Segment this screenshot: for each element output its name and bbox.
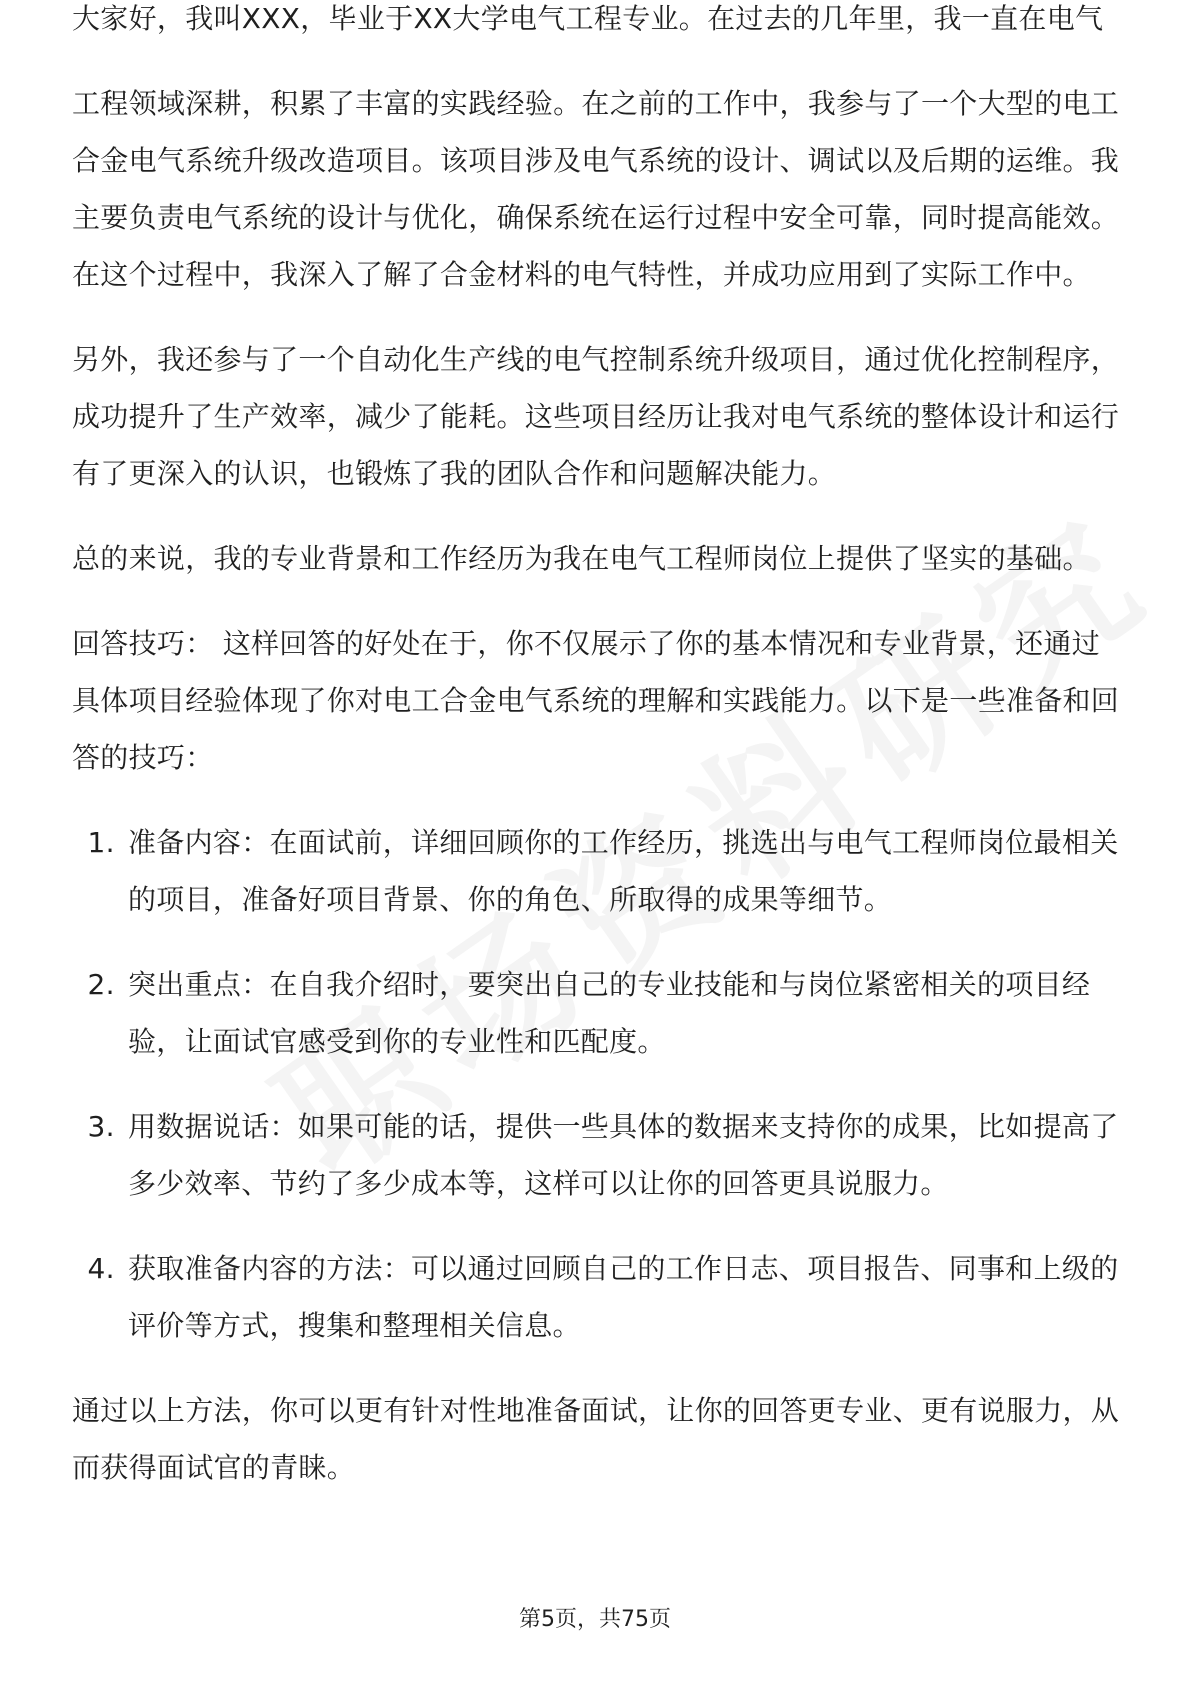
list-item: 2. 突出重点：在自我介绍时，要突出自己的专业技能和与岗位紧密相关的项目经验，让面试官感受到你的专业性和匹配度。	[124, 956, 1122, 1070]
paragraph-summary: 总的来说，我的专业背景和工作经历为我在电气工程师岗位上提供了坚实的基础。	[72, 542, 1091, 575]
list-item: 3. 用数据说话：如果可能的话，提供一些具体的数据来支持你的成果，比如提高了多少效率、节约了多少成本等，这样可以让你的回答更具说服力。	[124, 1098, 1122, 1212]
paragraph-answer-tips: 回答技巧： 这样回答的好处在于，你不仅展示了你的基本情况和专业背景，还通过具体项目经验体现了你对电工合金电气系统的理解和实践能力。以下是一些准备和回答的技巧：	[72, 627, 1120, 774]
page-content	[72, 2, 1122, 1524]
tips-list	[72, 814, 1122, 1354]
list-item: 4. 获取准备内容的方法：可以通过回顾自己的工作日志、项目报告、同事和上级的评价等方式，搜集和整理相关信息。	[124, 1240, 1122, 1354]
paragraph-closing: 通过以上方法，你可以更有针对性地准备面试，让你的回答更专业、更有说服力，从而获得面试官的青睐。	[72, 1394, 1120, 1484]
paragraph-automation-project: 另外，我还参与了一个自动化生产线的电气控制系统升级项目，通过优化控制程序，成功提升了生产效率，减少了能耗。这些项目经历让我对电气系统的整体设计和运行有了更深入的认识，也锻炼了我的团队合作和问题解决能力。	[72, 343, 1120, 490]
partial-top-line: 大家好，我叫XXX，毕业于XX大学电气工程专业。在过去的几年里，我一直在电气	[72, 2, 1104, 35]
paragraph-project-experience: 工程领域深耕，积累了丰富的实践经验。在之前的工作中，我参与了一个大型的电工合金电气系统升级改造项目。该项目涉及电气系统的设计、调试以及后期的运维。我主要负责电气系统的设计与优化，确保系统在运行过程中安全可靠，同时提高能效。在这个过程中，我深入了解了合金材料的电气特性，并成功应用到了实际工作中。	[72, 87, 1120, 291]
list-item: 1. 准备内容：在面试前，详细回顾你的工作经历，挑选出与电气工程师岗位最相关的项目，准备好项目背景、你的角色、所取得的成果等细节。	[124, 814, 1122, 928]
page-number-footer: 第5页，共75页	[519, 1607, 671, 1632]
